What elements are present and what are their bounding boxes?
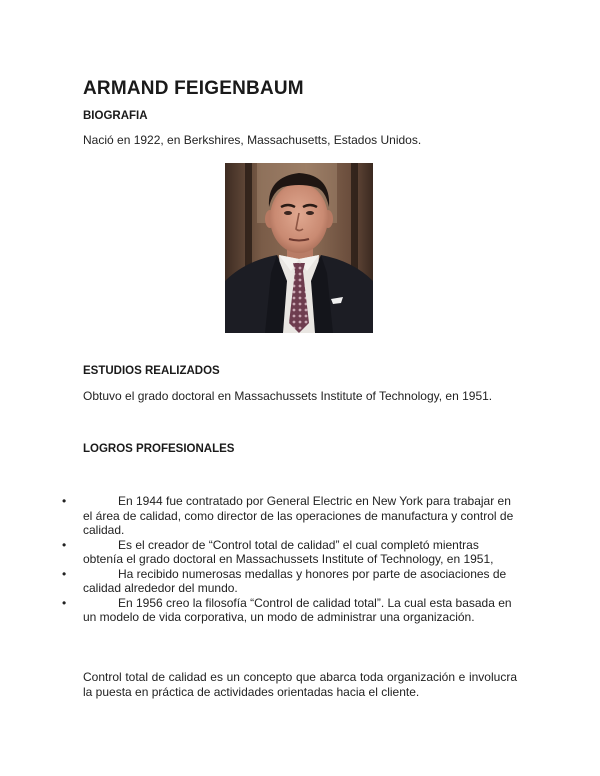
studies-heading: ESTUDIOS REALIZADOS [83,365,220,377]
list-item-text: Ha recibido numerosas medallas y honores por parte de asociaciones de calidad alrededor del mundo. [83,566,507,595]
biography-heading: BIOGRAFIA [83,110,148,122]
bullet-marker: • [62,566,67,581]
achievements-heading: LOGROS PROFESIONALES [83,443,235,455]
list-item [62,567,522,596]
list-item-text: En 1956 creo la filosofía “Control de calidad total”. La cual esta basada en un modelo de vida corporativa, un modo de administrar una organización. [83,595,512,624]
biography-text: Nació en 1922, en Berkshires, Massachusetts, Estados Unidos. [83,133,422,147]
closing-paragraph: Control total de calidad es un concepto que abarca toda organización e involucra la puesta en práctica de actividades orientadas hacia el cliente. [83,670,517,699]
list-item-text: Es el creador de “Control total de calidad” el cual completó mientras obtenía el grado doctoral en Massachussets Institute of Technology, en 1951, [83,537,494,566]
achievements-list [62,494,522,625]
portrait-photo [225,163,373,333]
list-item [62,596,522,625]
document-title: ARMAND FEIGENBAUM [83,78,304,99]
list-item [62,538,522,567]
portrait-illustration [225,163,373,333]
studies-text: Obtuvo el grado doctoral en Massachussets Institute of Technology, en 1951. [83,389,493,403]
list-item [62,494,522,538]
bullet-marker: • [62,595,67,610]
bullet-marker: • [62,494,67,508]
bullet-marker: • [62,537,67,552]
list-item-text: En 1944 fue contratado por General Electric en New York para trabajar en el área de calidad, como director de las operaciones de manufactura y control de calidad. [83,494,514,537]
